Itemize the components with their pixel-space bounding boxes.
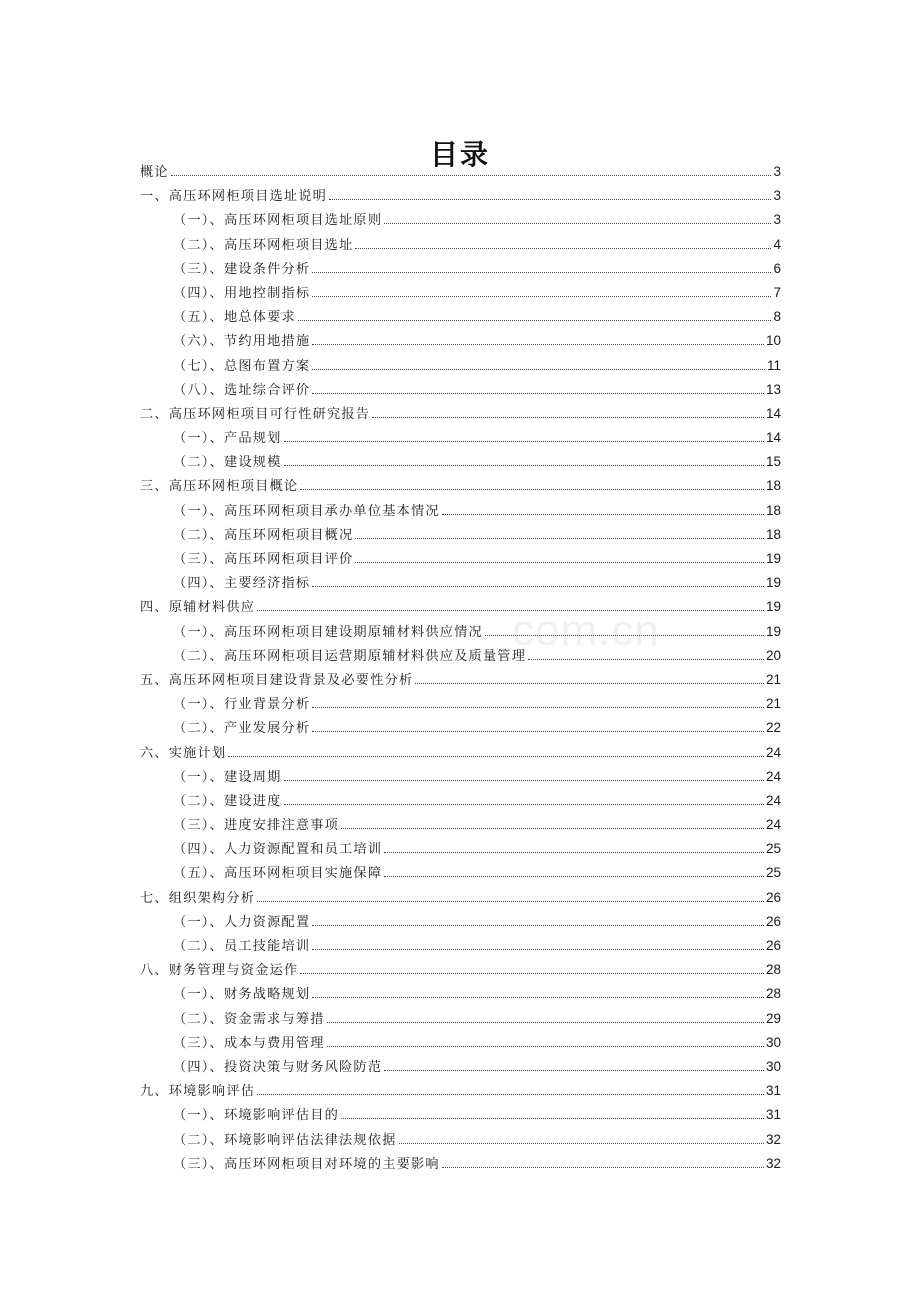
toc-entry[interactable] xyxy=(140,958,781,982)
toc-subentry[interactable] xyxy=(140,257,781,281)
toc-subentry[interactable] xyxy=(140,620,781,644)
toc-entry-label: （一）、行业背景分析 xyxy=(173,697,311,713)
dot-leader xyxy=(312,369,765,370)
toc-subentry[interactable] xyxy=(140,571,781,595)
toc-page-number: 30 xyxy=(765,1034,781,1050)
toc-entry-label: （二）、建设规模 xyxy=(173,455,282,471)
toc-entry-label: （二）、建设进度 xyxy=(173,793,282,809)
toc-page-number: 26 xyxy=(765,913,781,929)
dot-leader xyxy=(284,780,764,781)
dot-leader xyxy=(312,393,764,394)
toc-page-number: 19 xyxy=(765,575,781,591)
toc-page-number: 22 xyxy=(765,720,781,736)
toc-entry-label: （二）、高压环网柜项目概况 xyxy=(173,527,354,543)
toc-entry[interactable] xyxy=(140,886,781,910)
dot-leader xyxy=(298,320,772,321)
toc-page-number: 14 xyxy=(765,430,781,446)
toc-entry-label: （七）、总图布置方案 xyxy=(173,358,311,374)
toc-entry-label: （八）、选址综合评价 xyxy=(173,382,311,398)
toc-subentry[interactable] xyxy=(140,716,781,740)
toc-page-number: 26 xyxy=(765,889,781,905)
toc-entry-label: 七、组织架构分析 xyxy=(140,890,256,906)
dot-leader xyxy=(341,1118,764,1119)
toc-page-number: 8 xyxy=(773,309,781,325)
toc-entry[interactable] xyxy=(140,184,781,208)
toc-page-number: 21 xyxy=(765,696,781,712)
toc-page-number: 28 xyxy=(765,986,781,1002)
dot-leader xyxy=(312,731,764,732)
dot-leader xyxy=(257,901,764,902)
dot-leader xyxy=(312,296,771,297)
toc-page-number: 24 xyxy=(765,792,781,808)
toc-page-number: 19 xyxy=(765,599,781,615)
dot-leader xyxy=(399,1143,764,1144)
toc-subentry[interactable] xyxy=(140,1103,781,1127)
dot-leader xyxy=(228,756,764,757)
toc-entry-label: 六、实施计划 xyxy=(140,745,227,761)
toc-entry[interactable] xyxy=(140,668,781,692)
toc-entry-label: （一）、高压环网柜项目建设期原辅材料供应情况 xyxy=(173,624,483,640)
toc-subentry[interactable] xyxy=(140,1031,781,1055)
toc-subentry[interactable] xyxy=(140,765,781,789)
toc-page-number: 18 xyxy=(765,478,781,494)
toc-page-number: 4 xyxy=(773,236,781,252)
dot-leader xyxy=(329,199,771,200)
toc-subentry[interactable] xyxy=(140,450,781,474)
toc-subentry[interactable] xyxy=(140,982,781,1006)
toc-page-number: 6 xyxy=(773,260,781,276)
dot-leader xyxy=(284,804,764,805)
dot-leader xyxy=(442,1167,764,1168)
dot-leader xyxy=(257,610,764,611)
toc-entry-label: （六）、节约用地措施 xyxy=(173,334,311,350)
dot-leader xyxy=(372,417,764,418)
toc-subentry[interactable] xyxy=(140,426,781,450)
dot-leader xyxy=(442,514,764,515)
toc-page-number: 18 xyxy=(765,526,781,542)
toc-entry[interactable] xyxy=(140,160,781,184)
dot-leader xyxy=(384,852,764,853)
toc-entry[interactable] xyxy=(140,595,781,619)
toc-entry-label: （一）、财务战略规划 xyxy=(173,987,311,1003)
toc-page-number: 3 xyxy=(773,164,781,179)
toc-subentry[interactable] xyxy=(140,1055,781,1079)
dot-leader xyxy=(284,465,764,466)
toc-entry-label: （一）、产品规划 xyxy=(173,431,282,447)
toc-entry-label: 三、高压环网柜项目概论 xyxy=(140,479,299,495)
toc-entry-label: （一）、建设周期 xyxy=(173,769,282,785)
toc-entry[interactable] xyxy=(140,1079,781,1103)
dot-leader xyxy=(355,562,764,563)
toc-entry-label: 九、环境影响评估 xyxy=(140,1084,256,1100)
toc-page-number: 18 xyxy=(765,502,781,518)
toc-subentry[interactable] xyxy=(140,329,781,353)
toc-page-number: 3 xyxy=(773,212,781,228)
toc-entry-label: （二）、员工技能培训 xyxy=(173,939,311,954)
toc-page-number: 32 xyxy=(765,1155,781,1171)
toc-subentry[interactable] xyxy=(140,692,781,716)
toc-subentry[interactable] xyxy=(140,1007,781,1031)
toc-subentry[interactable] xyxy=(140,233,781,257)
toc-page-number: 24 xyxy=(765,744,781,760)
dot-leader xyxy=(300,489,764,490)
toc-entry-label: （二）、产业发展分析 xyxy=(173,721,311,737)
toc-entry-label: （四）、主要经济指标 xyxy=(173,576,311,592)
toc-entry-label: （三）、成本与费用管理 xyxy=(173,1035,325,1051)
toc-page-number: 14 xyxy=(765,405,781,421)
toc-page-number: 7 xyxy=(773,284,781,300)
toc-page-number: 13 xyxy=(765,381,781,397)
watermark: com.cn xyxy=(512,606,660,655)
toc-page-number: 32 xyxy=(765,1131,781,1147)
toc-entry-label: （一）、人力资源配置 xyxy=(173,914,311,930)
dot-leader xyxy=(341,828,764,829)
toc-subentry[interactable] xyxy=(140,813,781,837)
toc-page-number: 20 xyxy=(765,647,781,663)
toc-page-number: 26 xyxy=(765,938,781,953)
toc-subentry[interactable] xyxy=(140,523,781,547)
toc-subentry[interactable] xyxy=(140,789,781,813)
dot-leader xyxy=(284,441,764,442)
toc-page-number: 28 xyxy=(765,962,781,978)
toc-entry-label: （四）、投资决策与财务风险防范 xyxy=(173,1059,383,1075)
dot-leader xyxy=(384,1070,764,1071)
toc-entry-label: （五）、地总体要求 xyxy=(173,310,296,326)
toc-page-number: 24 xyxy=(765,768,781,784)
toc-page-number: 11 xyxy=(766,357,781,373)
dot-leader xyxy=(312,997,764,998)
toc-entry-label: 概论 xyxy=(140,165,169,180)
toc-entry-label: 二、高压环网柜项目可行性研究报告 xyxy=(140,406,371,422)
toc-page-number: 15 xyxy=(765,454,781,470)
dot-leader xyxy=(171,175,772,176)
toc-entry[interactable] xyxy=(140,474,781,498)
toc-subentry[interactable] xyxy=(140,910,781,934)
toc-page-number: 30 xyxy=(765,1058,781,1074)
toc-subentry[interactable] xyxy=(140,934,781,958)
toc-entry-label: （一）、高压环网柜项目承办单位基本情况 xyxy=(173,503,440,519)
toc-subentry[interactable] xyxy=(140,499,781,523)
toc-entry-label: （二）、资金需求与筹措 xyxy=(173,1011,325,1027)
dot-leader xyxy=(312,707,764,708)
toc-page-number: 25 xyxy=(765,841,781,857)
toc-page-number: 10 xyxy=(765,333,781,349)
toc-subentry[interactable] xyxy=(140,861,781,885)
toc-entry-label: 一、高压环网柜项目选址说明 xyxy=(140,189,328,205)
toc-subentry[interactable] xyxy=(140,644,781,668)
dot-leader xyxy=(312,344,764,345)
dot-leader xyxy=(355,538,764,539)
toc-entry-label: 五、高压环网柜项目建设背景及必要性分析 xyxy=(140,672,414,688)
toc-entry-label: 四、原辅材料供应 xyxy=(140,600,256,616)
dot-leader xyxy=(312,272,771,273)
dot-leader xyxy=(300,973,764,974)
toc-subentry[interactable] xyxy=(140,547,781,571)
toc-entry-label: 八、财务管理与资金运作 xyxy=(140,963,299,979)
toc-entry-label: （一）、高压环网柜项目选址原则 xyxy=(173,213,383,229)
toc-page-number: 19 xyxy=(765,623,781,639)
dot-leader xyxy=(384,223,771,224)
dot-leader xyxy=(257,1094,764,1095)
toc-page-number: 21 xyxy=(765,671,781,687)
toc-page-number: 19 xyxy=(765,551,781,566)
toc-entry-label: （三）、高压环网柜项目对环境的主要影响 xyxy=(173,1156,440,1172)
page-title: 目录 xyxy=(429,137,490,171)
table-of-contents xyxy=(140,160,781,1176)
toc-subentry[interactable] xyxy=(140,281,781,305)
toc-subentry[interactable] xyxy=(140,1152,781,1176)
toc-subentry[interactable] xyxy=(140,378,781,402)
toc-entry-label: （五）、高压环网柜项目实施保障 xyxy=(173,866,383,882)
dot-leader xyxy=(384,876,764,877)
dot-leader xyxy=(485,635,764,636)
dot-leader xyxy=(312,949,764,950)
toc-page-number: 25 xyxy=(765,865,781,881)
toc-page-number: 29 xyxy=(765,1010,781,1026)
toc-page-number: 3 xyxy=(773,188,781,204)
dot-leader xyxy=(528,659,764,660)
toc-subentry[interactable] xyxy=(140,1128,781,1152)
toc-entry-label: （四）、用地控制指标 xyxy=(173,285,311,301)
dot-leader xyxy=(312,925,764,926)
toc-subentry[interactable] xyxy=(140,837,781,861)
toc-entry[interactable] xyxy=(140,402,781,426)
toc-entry-label: （三）、进度安排注意事项 xyxy=(173,818,340,834)
toc-page-number: 24 xyxy=(765,817,781,833)
toc-entry-label: （二）、环境影响评估法律法规依据 xyxy=(173,1132,397,1148)
toc-subentry[interactable] xyxy=(140,354,781,378)
toc-page-number: 31 xyxy=(765,1083,781,1099)
toc-entry-label: （三）、高压环网柜项目评价 xyxy=(173,552,354,567)
dot-leader xyxy=(312,586,764,587)
toc-entry-label: （三）、建设条件分析 xyxy=(173,261,311,277)
toc-subentry[interactable] xyxy=(140,208,781,232)
dot-leader xyxy=(355,248,771,249)
dot-leader xyxy=(415,683,764,684)
toc-entry-label: （二）、高压环网柜项目运营期原辅材料供应及质量管理 xyxy=(173,648,527,664)
toc-entry-label: （四）、人力资源配置和员工培训 xyxy=(173,842,383,858)
dot-leader xyxy=(327,1022,764,1023)
toc-entry[interactable] xyxy=(140,741,781,765)
toc-subentry[interactable] xyxy=(140,305,781,329)
toc-page-number: 31 xyxy=(765,1107,781,1123)
dot-leader xyxy=(327,1046,764,1047)
toc-entry-label: （一）、环境影响评估目的 xyxy=(173,1108,340,1124)
toc-entry-label: （二）、高压环网柜项目选址 xyxy=(173,237,354,253)
